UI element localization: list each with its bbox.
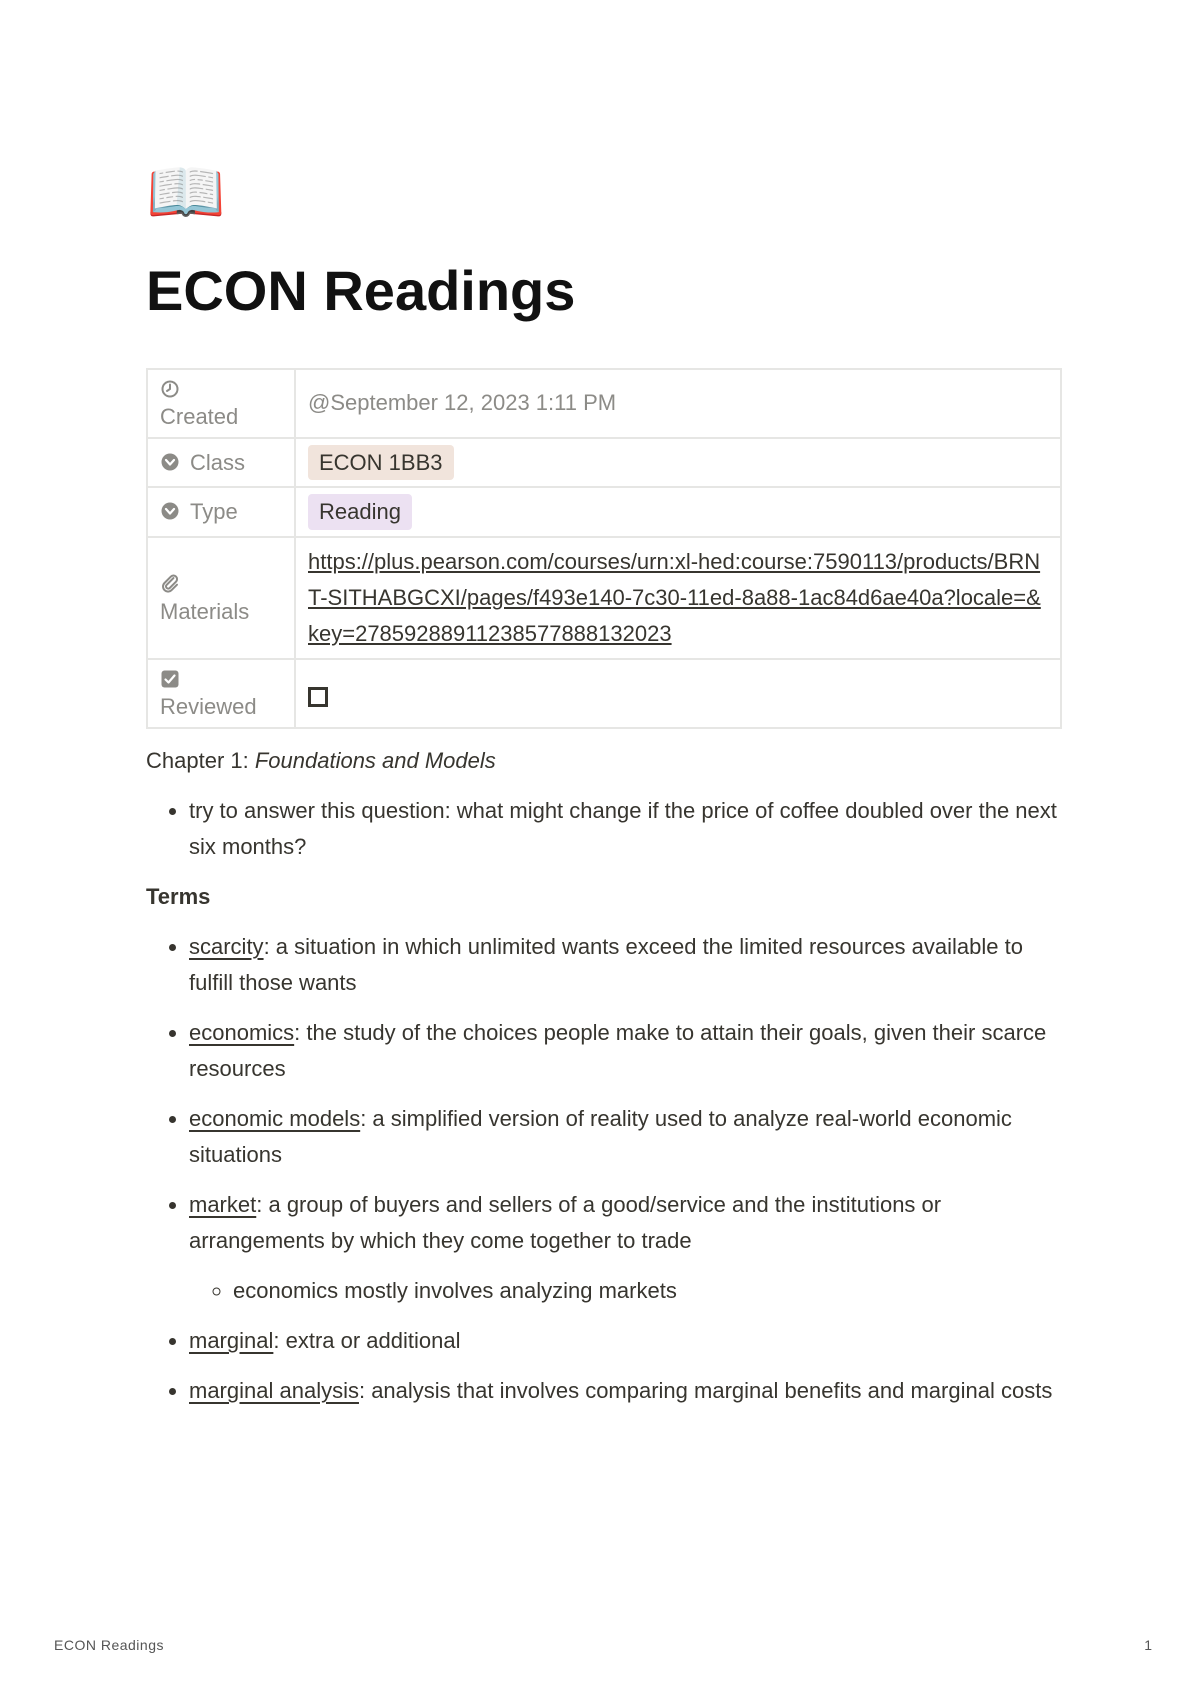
term-scarcity: scarcity xyxy=(189,933,264,959)
property-row-class xyxy=(147,438,1061,488)
property-name-created xyxy=(147,369,295,438)
property-name-type xyxy=(147,487,295,537)
list-item xyxy=(189,1015,1062,1087)
chapter-heading xyxy=(146,743,1062,779)
term-market: market xyxy=(189,1191,257,1217)
property-value-reviewed xyxy=(295,659,1061,728)
properties-table xyxy=(146,368,1062,729)
reviewed-checkbox[interactable] xyxy=(308,687,328,707)
materials-link[interactable]: https://plus.pearson.com/courses/urn:xl-hed:course:7590113/products/BRNT-SITHABGCXI/pages/f493e140-7c30-11ed-8a88-1ac84d6ae40a?locale=&key=278592889112385778881320​23 xyxy=(308,548,1041,646)
property-row-materials xyxy=(147,537,1061,659)
property-value-materials xyxy=(295,537,1061,659)
term-marginal-analysis: marginal analysis xyxy=(189,1377,359,1403)
intro-list xyxy=(146,793,1062,865)
chapter-title: Foundations and Models xyxy=(254,747,496,773)
term-economics: economics xyxy=(189,1019,295,1045)
chapter-prefix: Chapter 1: xyxy=(146,747,255,773)
term-definition: : a simplified version of reality used to analyze real-world economic situations xyxy=(189,1105,1012,1167)
sub-list xyxy=(189,1273,1062,1309)
property-label: Created xyxy=(160,404,239,430)
sub-list-item: ◦ economics mostly involves analyzing markets xyxy=(233,1273,1062,1309)
property-label: Type xyxy=(190,499,238,525)
footer-title: ECON Readings xyxy=(54,1637,164,1653)
terms-heading: Terms xyxy=(146,883,211,909)
created-date: @September 12, 2023 1:11 PM xyxy=(308,390,617,416)
term-definition: : a situation in which unlimited wants exceed the limited resources available to fulfill those wants xyxy=(189,933,1023,995)
page-content xyxy=(146,743,1062,1409)
property-row-type xyxy=(147,487,1061,537)
list-item xyxy=(189,929,1062,1001)
checkbox-icon xyxy=(160,669,180,689)
list-item xyxy=(189,1373,1062,1409)
property-row-created xyxy=(147,369,1061,438)
class-tag[interactable]: ECON 1BB3 xyxy=(308,445,454,481)
term-definition: : analysis that involves comparing marginal benefits and marginal costs xyxy=(358,1377,1053,1403)
property-label: Class xyxy=(190,449,246,475)
term-definition: : extra or additional xyxy=(273,1327,461,1353)
property-label: Materials xyxy=(160,598,250,624)
type-tag[interactable]: Reading xyxy=(308,494,412,530)
page xyxy=(146,156,1062,1409)
list-item xyxy=(189,1187,1062,1309)
select-icon xyxy=(160,452,180,472)
clock-icon xyxy=(160,379,180,399)
open-book-icon: 📖 xyxy=(146,156,226,228)
list-item xyxy=(189,1323,1062,1359)
list-item xyxy=(189,1101,1062,1173)
term-definition: : the study of the choices people make to attain their goals, given their scarce resources xyxy=(189,1019,1047,1081)
property-value-class[interactable] xyxy=(295,438,1061,488)
select-icon xyxy=(160,501,180,521)
property-row-reviewed xyxy=(147,659,1061,728)
list-item: • try to answer this question: what might change if the price of coffee doubled over the next six months? xyxy=(189,793,1062,865)
property-name-class xyxy=(147,438,295,488)
property-value-created[interactable] xyxy=(295,369,1061,438)
property-label: Reviewed xyxy=(160,694,257,720)
footer-page-number: 1 xyxy=(1144,1637,1152,1653)
term-economic-models: economic models xyxy=(189,1105,361,1131)
page-title: ECON Readings xyxy=(146,259,576,322)
term-definition: : a group of buyers and sellers of a good/service and the institutions or arrangements by which they come together to trade xyxy=(189,1191,942,1253)
paperclip-icon xyxy=(160,573,180,593)
term-marginal: marginal xyxy=(189,1327,274,1353)
property-name-materials xyxy=(147,537,295,659)
property-name-reviewed xyxy=(147,659,295,728)
property-value-type[interactable] xyxy=(295,487,1061,537)
terms-list xyxy=(146,929,1062,1409)
